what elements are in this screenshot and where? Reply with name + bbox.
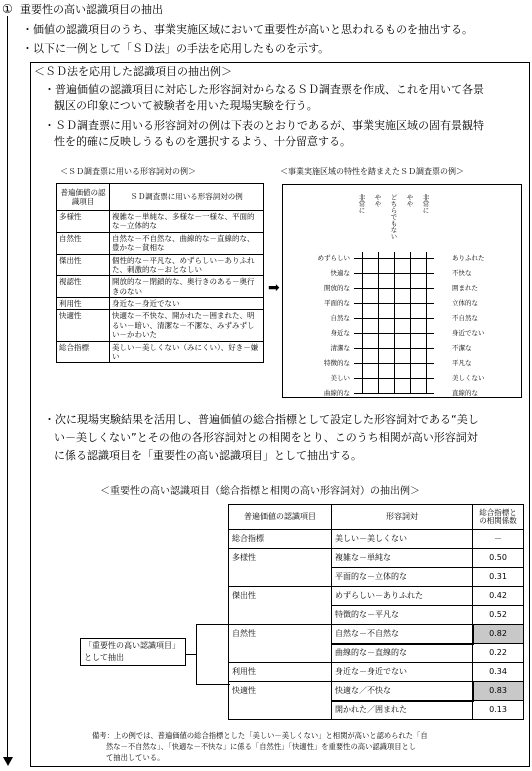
sd-left-adjective: 身近な — [330, 329, 350, 337]
bullet-2: ・以下に一例として「ＳＤ法」の手法を応用したものを示す。 — [22, 42, 330, 55]
table2-header-item: 普遍価値の認識項目 — [229, 505, 332, 530]
table1-item: 総合指標 — [57, 341, 110, 363]
table2-pair: 曲線的な－直線的な — [332, 644, 473, 663]
table2-item — [229, 606, 332, 625]
sd-column-line — [410, 252, 411, 394]
sd-column-line — [362, 252, 363, 394]
table2-row — [229, 549, 524, 568]
sd-right-adjective: 美しくない — [452, 374, 485, 382]
table2-coef: 0.22 — [473, 644, 524, 663]
table2-row — [229, 663, 524, 682]
example-bullet-2b: 性を的確に反映しうるものを選択するよう、十分留意する。 — [54, 135, 351, 148]
table1-row — [57, 211, 264, 233]
table1-header-pairs: ＳＤ調査票に用いる形容詞対の例 — [110, 184, 264, 211]
table2-pair: 快適な／不快な — [332, 682, 473, 701]
note-line-2: 然な－不自然な」、「快適な－不快な」に係る「自然性」「快適性」を重要性の高い認識項目とし — [106, 742, 417, 751]
sd-scale-label: どちらでもない — [389, 194, 398, 240]
bracket-stem — [186, 654, 196, 655]
table1-pairs: 美しい－美しくない（みにくい）、好き－嫌い — [110, 341, 264, 363]
table1-item: 傑出性 — [57, 254, 110, 276]
example-box-title: ＜ＳＤ法を応用した認識項目の抽出例＞ — [34, 65, 232, 78]
sd-left-adjective: 快適な — [330, 269, 350, 277]
sd-left-adjective: 自然な — [330, 314, 350, 322]
sd-survey-sheet — [282, 184, 522, 398]
table2-item: 快適性 — [229, 682, 332, 701]
table2-coef: 0.82 — [473, 625, 524, 644]
table1-header-item: 普遍価値の認識項目 — [57, 184, 110, 211]
sd-left-adjective: 特徴的な — [324, 359, 350, 367]
table2-pair: 特徴的な－平凡な — [332, 606, 473, 625]
table2-item — [229, 644, 332, 663]
sd-right-adjective: 不潔な — [452, 344, 472, 352]
sd-left-adjective: 美しい — [330, 374, 350, 382]
sd-right-adjective: 立体的な — [452, 299, 478, 307]
table1-item: 利用性 — [57, 298, 110, 310]
table2-coef: 0.34 — [473, 663, 524, 682]
sd-left-adjective: 平面的な — [324, 299, 350, 307]
example-bullet-3b: い－美しくない”とその他の各形容詞対との相関をとり、このうち相関が高い形容詞対 — [54, 431, 478, 444]
table2-row — [229, 625, 524, 644]
example-bullet-3c: に係る認識項目を「重要性の高い認識項目」として抽出する。 — [54, 449, 362, 462]
table2-item: 傑出性 — [229, 587, 332, 606]
sd-right-adjective: 不快な — [452, 269, 472, 277]
example-bullet-3a: ・次に現場実験結果を活用し、普遍価値の総合指標として設定した形容詞対である“美し — [44, 413, 479, 426]
table2-item: 自然性 — [229, 625, 332, 644]
sd-right-adjective: 直線的な — [452, 389, 478, 397]
table2-coef: 0.83 — [473, 682, 524, 701]
table1-row — [57, 276, 264, 298]
section-number: ① — [2, 2, 13, 16]
table1-item: 多様性 — [57, 211, 110, 233]
section-title: 重要性の高い認識項目の抽出 — [20, 3, 163, 16]
sd-scale-label: 非常に — [421, 194, 430, 214]
table2-item: 利用性 — [229, 663, 332, 682]
table2-coef: 0.42 — [473, 587, 524, 606]
table1-row — [57, 341, 264, 363]
bracket-bottom — [196, 684, 230, 685]
sd-right-adjective: 不自然な — [452, 314, 478, 322]
sd-column-line — [378, 252, 379, 394]
example-bullet-1b: 観区の印象について被験者を用いた現場実験を行う。 — [54, 99, 318, 112]
side-label-1: 「重要性の高い認識項目」 — [84, 641, 180, 650]
sd-right-adjective: 身近でない — [452, 329, 485, 337]
table2-pair: 自然な－不自然な — [332, 625, 473, 644]
adjective-pairs-table — [56, 183, 264, 363]
arrow-right: ➡ — [268, 280, 280, 296]
table2-header-pair: 形容詞対 — [332, 505, 473, 530]
sd-column-line — [394, 252, 395, 394]
sd-left-adjective: 清潔な — [330, 344, 350, 352]
table1-caption: ＜ＳＤ調査票に用いる形容詞対の例＞ — [60, 167, 196, 176]
table2-caption: ＜重要性の高い認識項目（総合指標と相関の高い形容詞対）の抽出例＞ — [100, 486, 420, 497]
sd-scale-label: やや — [373, 194, 382, 207]
note-line-1: 備考：上の例では、普遍価値の総合指標とした「美しい－美しくない」と相関が高いと認められた「自 — [92, 731, 428, 740]
table2-row — [229, 568, 524, 587]
bracket-top — [196, 624, 230, 625]
table2-item — [229, 701, 332, 720]
table2-header-coef: 総合指標との相関係数 — [473, 505, 524, 530]
table1-pairs: 開放的な－閉鎖的な、奥行きのある－奥行きのない — [110, 276, 264, 298]
table2-item — [229, 568, 332, 587]
correlation-table — [228, 504, 524, 720]
table1-item: 快適性 — [57, 310, 110, 341]
sd-left-adjective: 曲線的な — [324, 389, 350, 397]
sd-scale-label: やや — [405, 194, 414, 207]
table1-item: 自然性 — [57, 232, 110, 254]
table2-pair: 複雑な－単純な — [332, 549, 473, 568]
table2-item: 総合指標 — [229, 530, 332, 549]
table2-item: 多様性 — [229, 549, 332, 568]
table1-pairs: 複雑な－単純な、多様な－一様な、平面的な－立体的な — [110, 211, 264, 233]
sd-caption: ＜事業実施区域の特性を踏まえたＳＤ調査票の例＞ — [280, 167, 464, 176]
table2-row — [229, 587, 524, 606]
table2-pair: 身近な－身近でない — [332, 663, 473, 682]
sd-right-adjective: ありふれた — [452, 254, 485, 262]
sd-scale-label: 非常に — [357, 194, 366, 214]
table2-row — [229, 530, 524, 549]
table2-coef: 0.13 — [473, 701, 524, 720]
sd-right-adjective: 囲まれた — [452, 284, 478, 292]
sd-left-adjective: 開放的な — [324, 284, 350, 292]
example-bullet-1a: ・普遍価値の認識項目に対応した形容詞対からなるＳＤ調査票を作成、これを用いて各景 — [44, 83, 484, 96]
side-label-2: として抽出 — [84, 653, 124, 662]
bullet-1: ・価値の認識項目のうち、事業実施区域において重要性が高いと思われるものを抽出する。 — [22, 23, 473, 36]
table1-pairs: 身近な－身近でない — [110, 298, 264, 310]
table1-row — [57, 254, 264, 276]
table2-coef: － — [473, 530, 524, 549]
table1-pairs: 快適な－不快な、開かれた－囲まれた、明るい－暗い、清潔な－不潔な、みずみずしい－かわいた — [110, 310, 264, 341]
flow-arrow-head — [3, 757, 13, 766]
note-line-3: て抽出している。 — [106, 753, 165, 762]
table2-coef: 0.31 — [473, 568, 524, 587]
table1-row — [57, 232, 264, 254]
sd-column-line — [426, 252, 427, 394]
sd-left-adjective: めずらしい — [317, 254, 350, 262]
table2-pair: 平面的な－立体的な — [332, 568, 473, 587]
table2-pair: めずらしい－ありふれた — [332, 587, 473, 606]
table2-row — [229, 644, 524, 663]
table2-coef: 0.52 — [473, 606, 524, 625]
table2-pair: 美しい－美しくない — [332, 530, 473, 549]
bracket-connector — [196, 624, 197, 684]
table2-row — [229, 682, 524, 701]
table2-coef: 0.50 — [473, 549, 524, 568]
table2-row — [229, 606, 524, 625]
example-bullet-2a: ・ＳＤ調査票に用いる形容詞対の例は下表のとおりであるが、事業実施区域の固有景観特 — [44, 119, 484, 132]
table1-row — [57, 298, 264, 310]
table2-row — [229, 701, 524, 720]
table1-row — [57, 310, 264, 341]
table2-pair: 開かれた／囲まれた — [332, 701, 473, 720]
table1-item: 視認性 — [57, 276, 110, 298]
sd-right-adjective: 平凡な — [452, 359, 472, 367]
table1-pairs: 自然な－不自然な、曲線的な－直線的な、豊かな－貧相な — [110, 232, 264, 254]
flow-arrow-line — [7, 16, 8, 761]
table1-pairs: 個性的な－平凡な、めずらしい－ありふれた、刺激的な－おとなしい — [110, 254, 264, 276]
